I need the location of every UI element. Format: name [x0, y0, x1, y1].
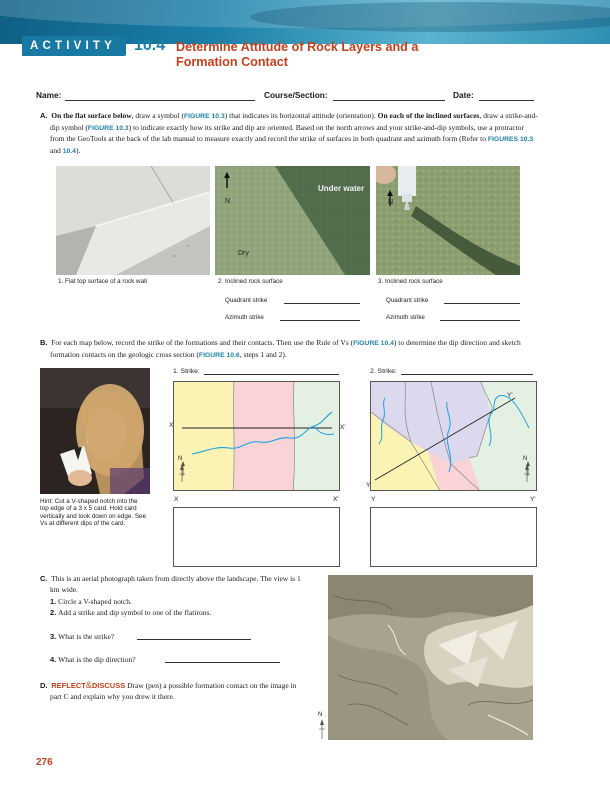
map-1-strike-field[interactable]	[204, 374, 339, 375]
q2-number: 2.	[50, 608, 57, 617]
map-1-north-label: N	[178, 456, 183, 462]
part-a-text: , draw a strike-and-dip symbol (	[50, 111, 538, 132]
photo-student-with-card	[40, 368, 150, 494]
north-arrow-icon	[178, 461, 188, 477]
azimuth-strike-field-2[interactable]	[280, 320, 360, 321]
page-number: 276	[36, 757, 53, 768]
section-2-y-label: Y	[371, 496, 376, 503]
part-d-text: Draw (pen) a possible formation contact on the image in part C and explain why you drew it there.	[50, 681, 297, 701]
geologic-map-1	[173, 381, 340, 491]
part-a-text: ).	[75, 145, 81, 155]
azimuth-strike-label-2: Azimuth strike	[225, 314, 264, 321]
part-a-text: ) to indicate exactly how its strike and dip are oriented. Based on the north arrows and your strike-and-dip symbols, use a protractor from the GeoTools at the back of the lab manual to measure exactly and record the strike of surfaces in both quadrant and azimuth form (Refer to	[50, 122, 525, 144]
part-c-letter: C.	[40, 574, 48, 583]
quadrant-strike-label-2: Quadrant strike	[225, 297, 268, 304]
q1-text: Circle a V-shaped notch.	[58, 597, 132, 606]
map-2-strike-field[interactable]	[401, 374, 533, 375]
part-c-text: This is an aerial photograph taken from directly above the landscape. The view is 1 km wide.	[50, 574, 301, 594]
part-c-question-3	[50, 632, 312, 643]
course-label: Course/Section:	[264, 90, 328, 100]
name-field[interactable]	[65, 100, 255, 101]
name-label: Name:	[36, 90, 62, 100]
date-label: Date:	[453, 90, 474, 100]
part-a-text: and	[50, 145, 63, 155]
part-b-text: , steps 1 and 2).	[239, 349, 287, 359]
figure-ref: FIGURES 10.3	[487, 136, 534, 144]
course-field[interactable]	[333, 100, 445, 101]
ampersand: &	[85, 680, 92, 690]
map-1-x-prime-label: X'	[340, 424, 346, 431]
section-2-y-prime-label: Y'	[530, 496, 536, 503]
map-1-x-label: X	[169, 422, 174, 429]
dip-direction-answer-field[interactable]	[165, 662, 280, 663]
q1-number: 1.	[50, 597, 57, 606]
part-c-question-2	[50, 608, 312, 619]
photo-inclined-surface-3	[376, 166, 520, 275]
q4-text: What is the dip direction?	[58, 655, 136, 664]
map-2-strike-label: 2. Strike:	[370, 368, 397, 375]
caption-photo-2: 2. Inclined rock surface	[218, 278, 283, 285]
map-2-y-label: Y	[366, 482, 371, 489]
discuss-label: DISCUSS	[91, 681, 126, 690]
north-arrow-icon	[317, 719, 327, 741]
activity-number: 10.4	[134, 37, 166, 54]
caption-photo-1: 1. Flat top surface of a rock wall	[58, 278, 147, 285]
photo-flat-rock-wall	[56, 166, 210, 275]
part-b-instructions	[40, 338, 540, 361]
q3-number: 3.	[50, 632, 57, 641]
section-1-x-label: X	[174, 496, 179, 503]
activity-title	[176, 40, 516, 70]
figure-ref: FIGURE 10.3	[183, 113, 225, 120]
north-label-photo-2: N	[225, 198, 231, 205]
title-line-1: Determine Attitude of Rock Layers and a	[176, 40, 419, 54]
part-a-text: ) that indicates its horizontal attitude (orientation).	[224, 111, 378, 120]
aerial-terrain-illustration	[328, 575, 533, 740]
dry-label: Dry	[238, 250, 249, 257]
photo-inclined-surface-2	[215, 166, 370, 275]
section-1-x-prime-label: X'	[333, 496, 339, 503]
part-c-intro	[40, 574, 308, 595]
q4-number: 4.	[50, 655, 57, 664]
map-1-strike-label: 1. Strike:	[173, 368, 200, 375]
north-arrow-icon	[523, 461, 533, 477]
rock-wall-illustration	[56, 166, 210, 275]
inclined-surface-water-illustration	[376, 166, 520, 275]
part-c-question-4	[50, 655, 312, 666]
strike-answer-field[interactable]	[137, 639, 251, 640]
figure-ref: FIGURE 10.3	[87, 124, 129, 132]
azimuth-strike-field-3[interactable]	[440, 320, 520, 321]
hint-text: Hint: Cut a V-shaped notch into the top edge of a 3 x 5 card. Hold card vertically and look down on edge. See Vs at different dips of the card.	[40, 498, 147, 528]
part-d-instructions	[40, 680, 308, 702]
title-line-2: Formation Contact	[176, 55, 288, 69]
cross-section-box-1[interactable]	[173, 507, 340, 567]
part-b-text: For each map below, record the strike of the formations and their contacts. Then use the Rule of Vs (	[51, 338, 354, 347]
north-label-photo-3: N	[388, 199, 394, 206]
map-2-y-prime-label: Y'	[507, 392, 513, 399]
reflect-label: REFLECT	[51, 681, 86, 690]
geologic-map-1-drawing	[174, 382, 340, 491]
q2-text: Add a strike and dip symbol to one of the flatirons.	[58, 608, 212, 617]
azimuth-strike-label-3: Azimuth strike	[386, 314, 425, 321]
part-d-letter: D.	[40, 681, 48, 690]
part-a-bold-1: On the flat surface below	[51, 111, 132, 120]
quadrant-strike-label-3: Quadrant strike	[386, 297, 429, 304]
part-a-instructions	[40, 111, 540, 157]
aerial-photograph[interactable]	[328, 575, 533, 740]
part-b-letter: B.	[40, 338, 48, 347]
date-field[interactable]	[479, 100, 534, 101]
figure-ref: FIGURE 10.4	[353, 340, 394, 347]
figure-ref: FIGURE 10.6	[198, 351, 240, 359]
figure-ref: 10.4	[62, 147, 76, 155]
student-card-illustration	[40, 368, 150, 494]
student-info-row	[36, 90, 536, 104]
under-water-label: Under water	[318, 184, 365, 193]
map-2-north-label: N	[523, 456, 528, 462]
part-b-text: ) to determine the dip direction and sketch formation contacts on the geologic cross section (	[50, 338, 521, 359]
quadrant-strike-field-2[interactable]	[284, 303, 360, 304]
part-a-text: , draw a symbol (	[131, 111, 184, 120]
quadrant-strike-field-3[interactable]	[444, 303, 520, 304]
part-a-bold-2: On each of the inclined surfaces	[377, 111, 480, 120]
part-c-question-1	[50, 597, 312, 608]
activity-label: ACTIVITY	[30, 40, 116, 52]
caption-photo-3: 3. Inclined rock surface	[378, 278, 443, 285]
q3-text: What is the strike?	[58, 632, 115, 641]
aerial-north-label: N	[318, 712, 323, 718]
part-a-letter: A.	[40, 111, 48, 120]
inclined-surface-illustration	[215, 166, 370, 275]
cross-section-box-2[interactable]	[370, 507, 537, 567]
